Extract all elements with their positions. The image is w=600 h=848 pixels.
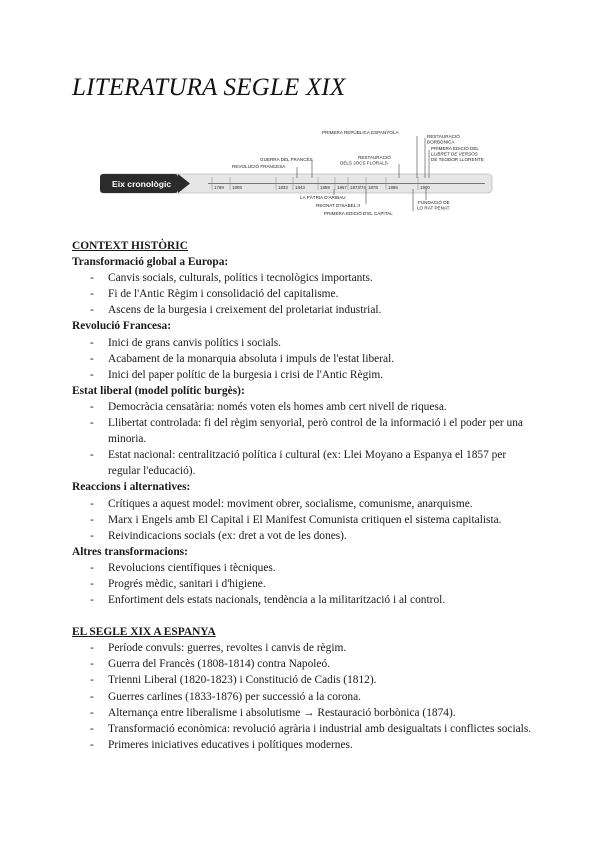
list-item: - Transformació econòmica: revolució agrària i industrial amb desigualtats i conflictes socials. bbox=[72, 721, 532, 737]
list-item: - Alternança entre liberalisme i absolutisme → Restauració borbònica (1874). bbox=[72, 705, 532, 721]
document-body bbox=[72, 238, 532, 753]
list-item: - Revolucions científiques i tècniques. bbox=[72, 560, 532, 576]
timeline-tick-label: 1900 bbox=[420, 185, 430, 190]
timeline-tick-label: 1859 bbox=[320, 185, 330, 190]
bullet-list bbox=[72, 399, 532, 479]
event-label: RESTAURACIÓ BORBÒNICA bbox=[427, 134, 460, 145]
list-item: - Democràcia censatària: només voten els homes amb cert nivell de riquesa. bbox=[72, 399, 532, 415]
list-item: - Inici de grans canvis polítics i socials. bbox=[72, 335, 532, 351]
event-label: GUERRA DEL FRANCÈS bbox=[260, 157, 313, 162]
timeline-tick-label: 1808 bbox=[232, 185, 242, 190]
timeline-tick-label: 1843 bbox=[295, 185, 305, 190]
timeline-tick-label: 1885 bbox=[388, 185, 398, 190]
event-label: REGNAT D'ISABEL II bbox=[316, 203, 360, 208]
sub-heading: Altres transformacions: bbox=[72, 545, 188, 558]
sub-heading: Reaccions i alternatives: bbox=[72, 481, 191, 494]
list-item: - Estat nacional: centralització política i cultural (ex: Llei Moyano a Espanya el 1857 per regular l'educació). bbox=[72, 447, 532, 479]
bullet-list bbox=[72, 335, 532, 383]
section-spacer bbox=[72, 608, 532, 624]
section-heading: EL SEGLE XIX A ESPANYA bbox=[72, 626, 216, 639]
list-item: - Guerres carlines (1833-1876) per successió a la corona. bbox=[72, 689, 532, 705]
list-item: - Canvis socials, culturals, polítics i tecnològics importants. bbox=[72, 270, 532, 286]
event-label: REVOLUCIÓ FRANCESA bbox=[232, 164, 286, 169]
list-item: - Inici del paper polític de la burgesia i crisi de l'Antic Règim. bbox=[72, 367, 532, 383]
timeline-events-above bbox=[232, 129, 484, 178]
list-item: - Període convuls: guerres, revoltes i canvis de règim. bbox=[72, 640, 532, 656]
timeline-tick-label: 1789 bbox=[214, 185, 224, 190]
event-label: RESTAURACIÓ DELS JOCS FLORALS bbox=[340, 155, 391, 166]
list-item: - Llibertat controlada: fi del règim senyorial, però control de la informació i el poder per una minoria. bbox=[72, 415, 532, 447]
section-context-historic bbox=[72, 238, 532, 608]
bullet-list bbox=[72, 270, 532, 318]
sub-heading: Transformació global a Europa: bbox=[72, 256, 229, 269]
bullet-list bbox=[72, 640, 532, 753]
list-item: - Acabament de la monarquia absoluta i impuls de l'estat liberal. bbox=[72, 351, 532, 367]
sub-heading: Revolució Francesa: bbox=[72, 320, 172, 333]
list-item: - Reivindicacions socials (ex: dret a vot de les dones). bbox=[72, 528, 532, 544]
list-item: - Fi de l'Antic Règim i consolidació del capitalisme. bbox=[72, 286, 532, 302]
page-title: LITERATURA SEGLE XIX bbox=[72, 74, 346, 101]
section-segle-xix-espanya bbox=[72, 624, 532, 753]
timeline-tick-label: 1833 bbox=[278, 185, 288, 190]
list-item: - Progrés mèdic, sanitari i d'higiene. bbox=[72, 576, 532, 592]
timeline-tick-label: 1873/74 bbox=[350, 185, 366, 190]
list-item: - Ascens de la burgesia i creixement del proletariat industrial. bbox=[72, 302, 532, 318]
event-label: PRIMERA REPÚBLICA ESPANYOLA bbox=[322, 130, 399, 135]
timeline-tick-label: 1878 bbox=[368, 185, 378, 190]
sub-heading: Estat liberal (model polític burgès): bbox=[72, 384, 245, 397]
list-item: - Guerra del Francès (1808-1814) contra Napoleó. bbox=[72, 656, 532, 672]
list-item: - Primeres iniciatives educatives i polítiques modernes. bbox=[72, 737, 532, 753]
section-heading: CONTEXT HISTÒRIC bbox=[72, 240, 188, 252]
timeline-tick-label: 1867 bbox=[337, 185, 347, 190]
bullet-list bbox=[72, 560, 532, 608]
timeline-bar-label: Eix cronològic bbox=[112, 179, 172, 189]
list-item: - Enfortiment dels estats nacionals, tendència a la militarització i al control. bbox=[72, 592, 532, 608]
bullet-list bbox=[72, 496, 532, 544]
event-label: PRIMERA EDICIÓ DEL LLIBRET DE VERSOS DE TEODOR LLORENTE bbox=[431, 146, 484, 162]
list-item: - Crítiques a aquest model: moviment obrer, socialisme, comunisme, anarquisme. bbox=[72, 496, 532, 512]
event-label: PRIMERA EDICIÓ D'EL CAPITAL bbox=[324, 211, 393, 216]
list-item: - Trienni Liberal (1820-1823) i Constitució de Cadis (1812). bbox=[72, 672, 532, 688]
event-label: LA PÀTRIA D'ARIBAU bbox=[300, 195, 346, 200]
list-item: - Marx i Engels amb El Capital i El Manifest Comunista critiquen el sistema capitalista. bbox=[72, 512, 532, 528]
event-label: FUNDACIÓ DE LO RAT PENAT bbox=[417, 200, 450, 211]
timeline-graphic bbox=[100, 126, 500, 222]
